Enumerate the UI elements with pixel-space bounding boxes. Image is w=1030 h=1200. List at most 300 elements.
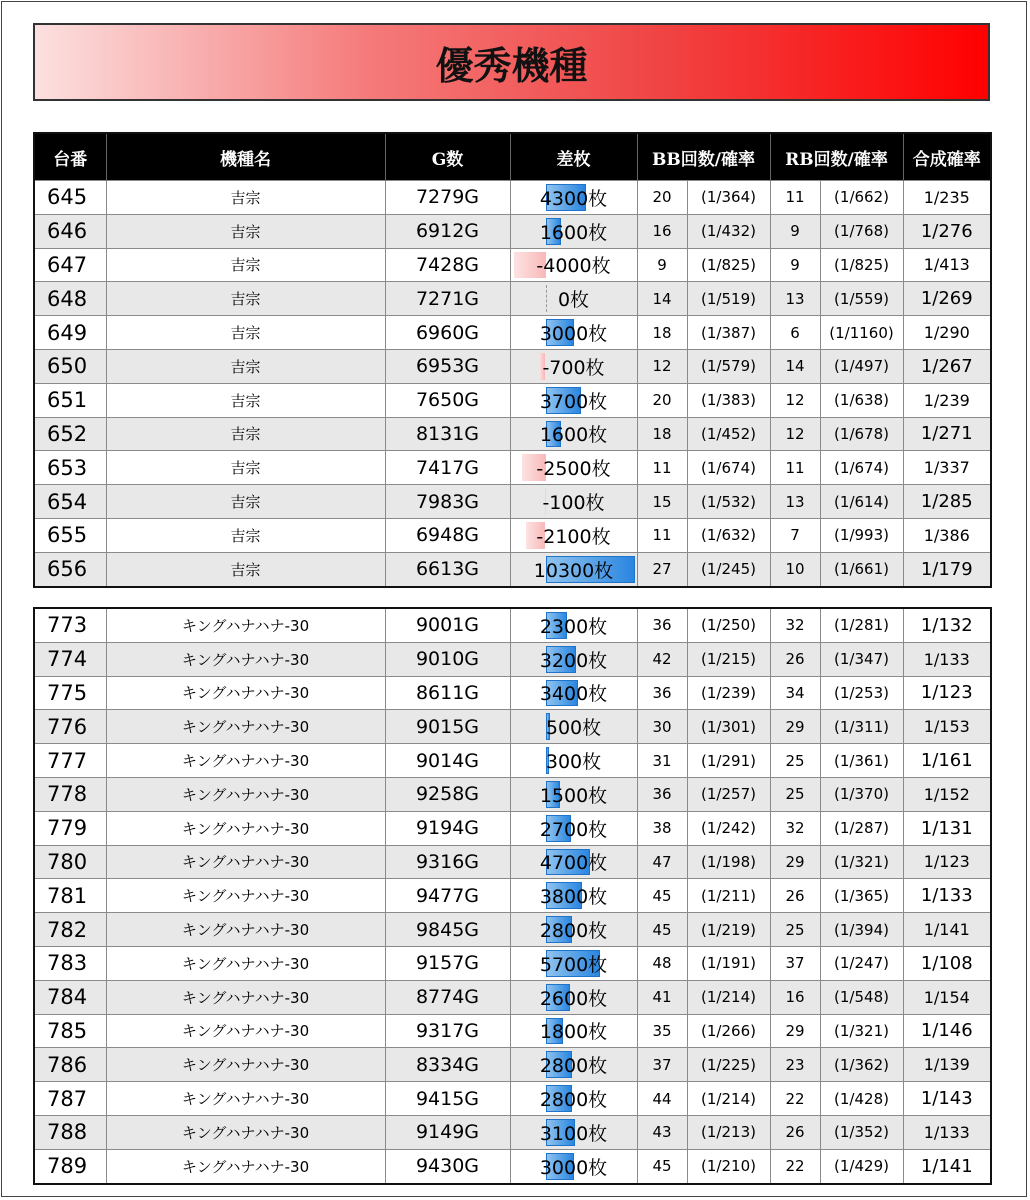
synthetic-probability: 1/123	[903, 676, 991, 710]
rb-count: 29	[770, 710, 820, 744]
machine-name: キングハナハナ-30	[106, 777, 385, 811]
game-count: 9477G	[385, 879, 510, 913]
bb-probability: (1/242)	[687, 811, 770, 845]
game-count: 9010G	[385, 642, 510, 676]
table-row	[34, 879, 991, 913]
rb-probability: (1/321)	[820, 1014, 903, 1048]
rb-probability: (1/361)	[820, 744, 903, 778]
coin-difference-label: 1600枚	[539, 424, 608, 447]
coin-difference	[510, 608, 637, 642]
coin-difference	[510, 913, 637, 947]
bb-count: 42	[637, 642, 687, 676]
coin-difference	[510, 845, 637, 879]
coin-difference-label: 3400枚	[539, 683, 608, 706]
coin-difference	[510, 485, 637, 519]
game-count: 7983G	[385, 485, 510, 519]
bb-count: 30	[637, 710, 687, 744]
synthetic-probability: 1/108	[903, 946, 991, 980]
table-row	[34, 980, 991, 1014]
bb-probability: (1/214)	[687, 1082, 770, 1116]
machine-name: 吉宗	[106, 383, 385, 417]
coin-difference	[510, 552, 637, 586]
coin-difference	[510, 1149, 637, 1183]
header-diff: 差枚	[510, 133, 637, 181]
coin-difference-label: 2700枚	[539, 818, 608, 841]
coin-difference-label: 2300枚	[539, 615, 608, 638]
machine-name: キングハナハナ-30	[106, 811, 385, 845]
coin-difference-label: -4000枚	[536, 255, 611, 278]
synthetic-probability: 1/152	[903, 777, 991, 811]
synthetic-probability: 1/141	[903, 913, 991, 947]
coin-difference	[510, 777, 637, 811]
bb-count: 45	[637, 1149, 687, 1183]
table-row	[34, 676, 991, 710]
rb-count: 7	[770, 518, 820, 552]
bb-probability: (1/383)	[687, 383, 770, 417]
rb-count: 23	[770, 1048, 820, 1082]
rb-probability: (1/428)	[820, 1082, 903, 1116]
rb-probability: (1/247)	[820, 946, 903, 980]
machine-number: 647	[34, 248, 106, 282]
bb-count: 36	[637, 676, 687, 710]
machine-number: 782	[34, 913, 106, 947]
machine-name: キングハナハナ-30	[106, 608, 385, 642]
coin-difference	[510, 1082, 637, 1116]
game-count: 9317G	[385, 1014, 510, 1048]
bb-probability: (1/579)	[687, 349, 770, 383]
coin-difference-label: -100枚	[542, 492, 605, 515]
table-row	[34, 485, 991, 519]
coin-difference-label: 3100枚	[539, 1122, 608, 1145]
game-count: 6953G	[385, 349, 510, 383]
game-count: 9194G	[385, 811, 510, 845]
coin-difference-label: -2500枚	[536, 458, 611, 481]
synthetic-probability: 1/235	[903, 181, 991, 215]
coin-difference-label: 10300枚	[533, 559, 614, 582]
table-row	[34, 811, 991, 845]
rb-probability: (1/352)	[820, 1115, 903, 1149]
coin-difference	[510, 518, 637, 552]
table-row	[34, 744, 991, 778]
coin-difference-label: 3700枚	[539, 390, 608, 413]
rb-count: 12	[770, 383, 820, 417]
rb-count: 9	[770, 248, 820, 282]
rb-probability: (1/559)	[820, 282, 903, 316]
rb-probability: (1/678)	[820, 417, 903, 451]
synthetic-probability: 1/133	[903, 1115, 991, 1149]
game-count: 7279G	[385, 181, 510, 215]
title-banner	[33, 23, 990, 101]
bb-count: 27	[637, 552, 687, 586]
bb-probability: (1/452)	[687, 417, 770, 451]
rb-probability: (1/253)	[820, 676, 903, 710]
rb-probability: (1/768)	[820, 214, 903, 248]
rb-probability: (1/993)	[820, 518, 903, 552]
rb-probability: (1/347)	[820, 642, 903, 676]
bb-probability: (1/519)	[687, 282, 770, 316]
rb-count: 25	[770, 744, 820, 778]
table-row	[34, 214, 991, 248]
synthetic-probability: 1/154	[903, 980, 991, 1014]
table-row	[34, 777, 991, 811]
rb-count: 11	[770, 451, 820, 485]
bb-probability: (1/432)	[687, 214, 770, 248]
synthetic-probability: 1/133	[903, 642, 991, 676]
rb-probability: (1/497)	[820, 349, 903, 383]
rb-count: 34	[770, 676, 820, 710]
machine-name: キングハナハナ-30	[106, 1149, 385, 1183]
machine-number: 649	[34, 316, 106, 350]
coin-difference	[510, 811, 637, 845]
machine-number: 650	[34, 349, 106, 383]
game-count: 8611G	[385, 676, 510, 710]
bb-count: 45	[637, 913, 687, 947]
bb-probability: (1/215)	[687, 642, 770, 676]
bb-probability: (1/239)	[687, 676, 770, 710]
game-count: 9149G	[385, 1115, 510, 1149]
coin-difference	[510, 214, 637, 248]
rb-probability: (1/287)	[820, 811, 903, 845]
bb-count: 35	[637, 1014, 687, 1048]
coin-difference	[510, 980, 637, 1014]
bb-count: 36	[637, 608, 687, 642]
machine-name: キングハナハナ-30	[106, 946, 385, 980]
coin-difference-label: 2800枚	[539, 920, 608, 943]
game-count: 9845G	[385, 913, 510, 947]
game-count: 9258G	[385, 777, 510, 811]
coin-difference	[510, 946, 637, 980]
machine-name: キングハナハナ-30	[106, 676, 385, 710]
rb-count: 22	[770, 1082, 820, 1116]
rb-probability: (1/662)	[820, 181, 903, 215]
rb-count: 6	[770, 316, 820, 350]
machine-table-yoshimune	[33, 132, 992, 588]
header-machine-no: 台番	[34, 133, 106, 181]
bb-probability: (1/198)	[687, 845, 770, 879]
table-row	[34, 913, 991, 947]
synthetic-probability: 1/276	[903, 214, 991, 248]
coin-difference	[510, 282, 637, 316]
header-synth: 合成確率	[903, 133, 991, 181]
header-games: G数	[385, 133, 510, 181]
rb-count: 16	[770, 980, 820, 1014]
coin-difference	[510, 744, 637, 778]
bb-count: 9	[637, 248, 687, 282]
bb-count: 44	[637, 1082, 687, 1116]
machine-number: 653	[34, 451, 106, 485]
game-count: 9157G	[385, 946, 510, 980]
machine-name: 吉宗	[106, 485, 385, 519]
table-row	[34, 181, 991, 215]
coin-difference	[510, 316, 637, 350]
machine-name: 吉宗	[106, 518, 385, 552]
table-row	[34, 451, 991, 485]
rb-count: 14	[770, 349, 820, 383]
game-count: 9014G	[385, 744, 510, 778]
table-row	[34, 282, 991, 316]
bb-probability: (1/245)	[687, 552, 770, 586]
machine-name: 吉宗	[106, 349, 385, 383]
bb-probability: (1/250)	[687, 608, 770, 642]
coin-difference-label: 4300枚	[539, 187, 608, 210]
rb-count: 32	[770, 608, 820, 642]
bb-probability: (1/219)	[687, 913, 770, 947]
game-count: 7271G	[385, 282, 510, 316]
game-count: 6948G	[385, 518, 510, 552]
table-row	[34, 316, 991, 350]
bb-probability: (1/210)	[687, 1149, 770, 1183]
bb-probability: (1/214)	[687, 980, 770, 1014]
rb-probability: (1/281)	[820, 608, 903, 642]
coin-difference	[510, 879, 637, 913]
coin-difference-label: 2600枚	[539, 987, 608, 1010]
machine-table-king-hanahana	[33, 607, 992, 1185]
synthetic-probability: 1/179	[903, 552, 991, 586]
table-row	[34, 518, 991, 552]
synthetic-probability: 1/133	[903, 879, 991, 913]
table-row	[34, 845, 991, 879]
coin-difference	[510, 1115, 637, 1149]
machine-number: 781	[34, 879, 106, 913]
table-row	[34, 417, 991, 451]
rb-probability: (1/614)	[820, 485, 903, 519]
machine-name: キングハナハナ-30	[106, 744, 385, 778]
coin-difference-label: 1800枚	[539, 1021, 608, 1044]
machine-number: 788	[34, 1115, 106, 1149]
coin-difference	[510, 383, 637, 417]
coin-difference	[510, 248, 637, 282]
game-count: 7428G	[385, 248, 510, 282]
coin-difference	[510, 676, 637, 710]
table-row	[34, 1082, 991, 1116]
coin-difference-label: 2800枚	[539, 1089, 608, 1112]
bb-count: 20	[637, 181, 687, 215]
table-row	[34, 1014, 991, 1048]
machine-number: 787	[34, 1082, 106, 1116]
coin-difference-label: 3000枚	[539, 323, 608, 346]
rb-probability: (1/825)	[820, 248, 903, 282]
machine-number: 777	[34, 744, 106, 778]
game-count: 6960G	[385, 316, 510, 350]
coin-difference-label: 1500枚	[539, 784, 608, 807]
bb-count: 20	[637, 383, 687, 417]
coin-difference-label: 3200枚	[539, 649, 608, 672]
machine-number: 776	[34, 710, 106, 744]
synthetic-probability: 1/123	[903, 845, 991, 879]
game-count: 9001G	[385, 608, 510, 642]
table-row	[34, 642, 991, 676]
machine-name: 吉宗	[106, 451, 385, 485]
rb-probability: (1/321)	[820, 845, 903, 879]
bb-count: 48	[637, 946, 687, 980]
rb-count: 29	[770, 1014, 820, 1048]
bb-count: 43	[637, 1115, 687, 1149]
machine-number: 654	[34, 485, 106, 519]
bb-probability: (1/213)	[687, 1115, 770, 1149]
machine-number: 775	[34, 676, 106, 710]
bb-probability: (1/674)	[687, 451, 770, 485]
table-row	[34, 1149, 991, 1183]
table-row	[34, 248, 991, 282]
synthetic-probability: 1/290	[903, 316, 991, 350]
rb-count: 37	[770, 946, 820, 980]
bb-count: 11	[637, 518, 687, 552]
synthetic-probability: 1/161	[903, 744, 991, 778]
synthetic-probability: 1/143	[903, 1082, 991, 1116]
synthetic-probability: 1/269	[903, 282, 991, 316]
game-count: 8334G	[385, 1048, 510, 1082]
rb-probability: (1/365)	[820, 879, 903, 913]
rb-probability: (1/370)	[820, 777, 903, 811]
machine-name: 吉宗	[106, 181, 385, 215]
coin-difference-label: 300枚	[545, 751, 602, 774]
machine-number: 645	[34, 181, 106, 215]
bb-probability: (1/532)	[687, 485, 770, 519]
game-count: 9316G	[385, 845, 510, 879]
machine-number: 789	[34, 1149, 106, 1183]
rb-count: 12	[770, 417, 820, 451]
game-count: 9430G	[385, 1149, 510, 1183]
rb-count: 22	[770, 1149, 820, 1183]
game-count: 6613G	[385, 552, 510, 586]
game-count: 9015G	[385, 710, 510, 744]
rb-count: 26	[770, 1115, 820, 1149]
game-count: 9415G	[385, 1082, 510, 1116]
bb-probability: (1/191)	[687, 946, 770, 980]
bb-count: 12	[637, 349, 687, 383]
bb-count: 18	[637, 417, 687, 451]
synthetic-probability: 1/153	[903, 710, 991, 744]
table-header-row	[34, 133, 991, 181]
bb-count: 36	[637, 777, 687, 811]
bb-count: 18	[637, 316, 687, 350]
rb-count: 26	[770, 642, 820, 676]
machine-number: 648	[34, 282, 106, 316]
machine-name: キングハナハナ-30	[106, 980, 385, 1014]
rb-probability: (1/429)	[820, 1149, 903, 1183]
game-count: 6912G	[385, 214, 510, 248]
table-row	[34, 383, 991, 417]
rb-count: 25	[770, 913, 820, 947]
bb-probability: (1/211)	[687, 879, 770, 913]
bb-probability: (1/225)	[687, 1048, 770, 1082]
machine-number: 656	[34, 552, 106, 586]
coin-difference-label: 500枚	[545, 717, 602, 740]
table-row	[34, 608, 991, 642]
rb-count: 32	[770, 811, 820, 845]
game-count: 8131G	[385, 417, 510, 451]
bb-probability: (1/825)	[687, 248, 770, 282]
machine-name: キングハナハナ-30	[106, 1048, 385, 1082]
rb-probability: (1/548)	[820, 980, 903, 1014]
coin-difference-label: 2800枚	[539, 1055, 608, 1078]
rb-count: 9	[770, 214, 820, 248]
machine-number: 785	[34, 1014, 106, 1048]
synthetic-probability: 1/413	[903, 248, 991, 282]
machine-name: キングハナハナ-30	[106, 845, 385, 879]
bb-probability: (1/266)	[687, 1014, 770, 1048]
machine-name: キングハナハナ-30	[106, 710, 385, 744]
synthetic-probability: 1/139	[903, 1048, 991, 1082]
header-bb: BB回数/確率	[637, 133, 770, 181]
rb-count: 29	[770, 845, 820, 879]
rb-count: 11	[770, 181, 820, 215]
machine-number: 773	[34, 608, 106, 642]
coin-difference-label: 1600枚	[539, 221, 608, 244]
coin-difference	[510, 642, 637, 676]
machine-name: 吉宗	[106, 417, 385, 451]
table-row	[34, 1115, 991, 1149]
table-row	[34, 349, 991, 383]
synthetic-probability: 1/285	[903, 485, 991, 519]
rb-count: 13	[770, 282, 820, 316]
bb-count: 16	[637, 214, 687, 248]
bb-count: 37	[637, 1048, 687, 1082]
table-row	[34, 946, 991, 980]
rb-count: 10	[770, 552, 820, 586]
header-rb: RB回数/確率	[770, 133, 903, 181]
bb-count: 15	[637, 485, 687, 519]
synthetic-probability: 1/337	[903, 451, 991, 485]
coin-difference-label: 4700枚	[539, 852, 608, 875]
rb-probability: (1/311)	[820, 710, 903, 744]
machine-name: 吉宗	[106, 248, 385, 282]
machine-name: キングハナハナ-30	[106, 913, 385, 947]
coin-difference-label: -2100枚	[536, 525, 611, 548]
coin-difference	[510, 181, 637, 215]
machine-name: 吉宗	[106, 282, 385, 316]
rb-probability: (1/638)	[820, 383, 903, 417]
machine-number: 651	[34, 383, 106, 417]
coin-difference	[510, 349, 637, 383]
bb-probability: (1/257)	[687, 777, 770, 811]
synthetic-probability: 1/146	[903, 1014, 991, 1048]
game-count: 8774G	[385, 980, 510, 1014]
rb-probability: (1/674)	[820, 451, 903, 485]
bb-probability: (1/364)	[687, 181, 770, 215]
coin-difference-label: 3000枚	[539, 1156, 608, 1179]
machine-name: キングハナハナ-30	[106, 1115, 385, 1149]
rb-probability: (1/362)	[820, 1048, 903, 1082]
machine-number: 655	[34, 518, 106, 552]
machine-number: 774	[34, 642, 106, 676]
rb-count: 25	[770, 777, 820, 811]
zero-axis-line	[546, 285, 547, 312]
bb-count: 11	[637, 451, 687, 485]
table-row	[34, 710, 991, 744]
machine-number: 780	[34, 845, 106, 879]
coin-difference-label: 5700枚	[539, 953, 608, 976]
coin-difference-label: 0枚	[557, 289, 590, 312]
machine-name: キングハナハナ-30	[106, 1082, 385, 1116]
rb-count: 13	[770, 485, 820, 519]
coin-difference-label: -700枚	[542, 356, 605, 379]
machine-name: キングハナハナ-30	[106, 879, 385, 913]
synthetic-probability: 1/131	[903, 811, 991, 845]
bb-count: 38	[637, 811, 687, 845]
coin-difference	[510, 710, 637, 744]
machine-number: 652	[34, 417, 106, 451]
bb-count: 47	[637, 845, 687, 879]
machine-name: 吉宗	[106, 214, 385, 248]
rb-probability: (1/394)	[820, 913, 903, 947]
machine-number: 783	[34, 946, 106, 980]
game-count: 7650G	[385, 383, 510, 417]
table-row	[34, 1048, 991, 1082]
machine-name: キングハナハナ-30	[106, 642, 385, 676]
machine-number: 778	[34, 777, 106, 811]
machine-name: キングハナハナ-30	[106, 1014, 385, 1048]
